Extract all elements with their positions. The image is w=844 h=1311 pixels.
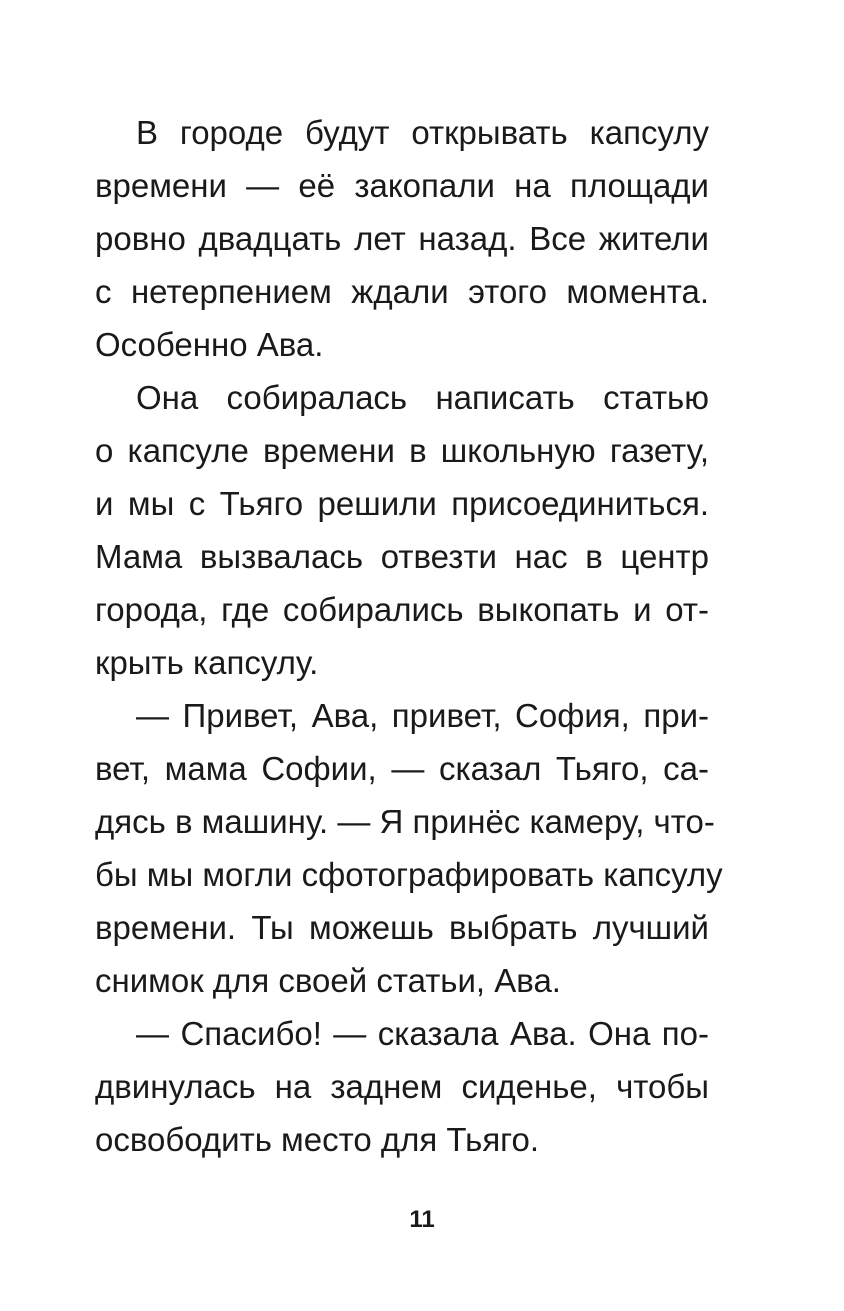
- text-line: Особенно Ава.: [95, 326, 324, 363]
- text-line: — Спасибо! — сказала Ава. Она по-: [136, 1015, 709, 1052]
- text-line: с нетерпением ждали этого момента.: [95, 273, 709, 310]
- paragraph-2: [95, 371, 709, 689]
- text-line: освободить место для Тьяго.: [95, 1121, 540, 1158]
- text-line: В городе будут открывать капсулу: [136, 114, 709, 151]
- paragraph-1: [95, 106, 709, 371]
- text-line: дясь в машину. — Я принёс камеру, что-: [95, 803, 715, 840]
- text-line: снимок для своей статьи, Ава.: [95, 962, 561, 999]
- text-line: и мы с Тьяго решили присоединиться.: [95, 485, 709, 522]
- text-line: времени. Ты можешь выбрать лучший: [95, 909, 709, 946]
- text-line: Мама вызвалась отвезти нас в центр: [95, 538, 709, 575]
- paragraph-3: [95, 689, 723, 1007]
- text-line: о капсуле времени в школьную газету,: [95, 432, 709, 469]
- text-line: Она собиралась написать статью: [136, 379, 709, 416]
- body-text: [95, 106, 723, 1166]
- text-line: бы мы могли сфотографировать капсулу: [95, 856, 723, 893]
- text-line: — Привет, Ава, привет, София, при-: [136, 697, 709, 734]
- text-line: города, где собирались выкопать и от-: [95, 591, 709, 628]
- text-line: ровно двадцать лет назад. Все жители: [95, 220, 709, 257]
- text-line: двинулась на заднем сиденье, чтобы: [95, 1068, 709, 1105]
- text-line: времени — её закопали на площади: [95, 167, 709, 204]
- text-line: крыть капсулу.: [95, 644, 319, 681]
- text-line: вет, мама Софии, — сказал Тьяго, са-: [95, 750, 709, 787]
- page-number: 11: [409, 1206, 435, 1233]
- paragraph-4: [95, 1007, 709, 1166]
